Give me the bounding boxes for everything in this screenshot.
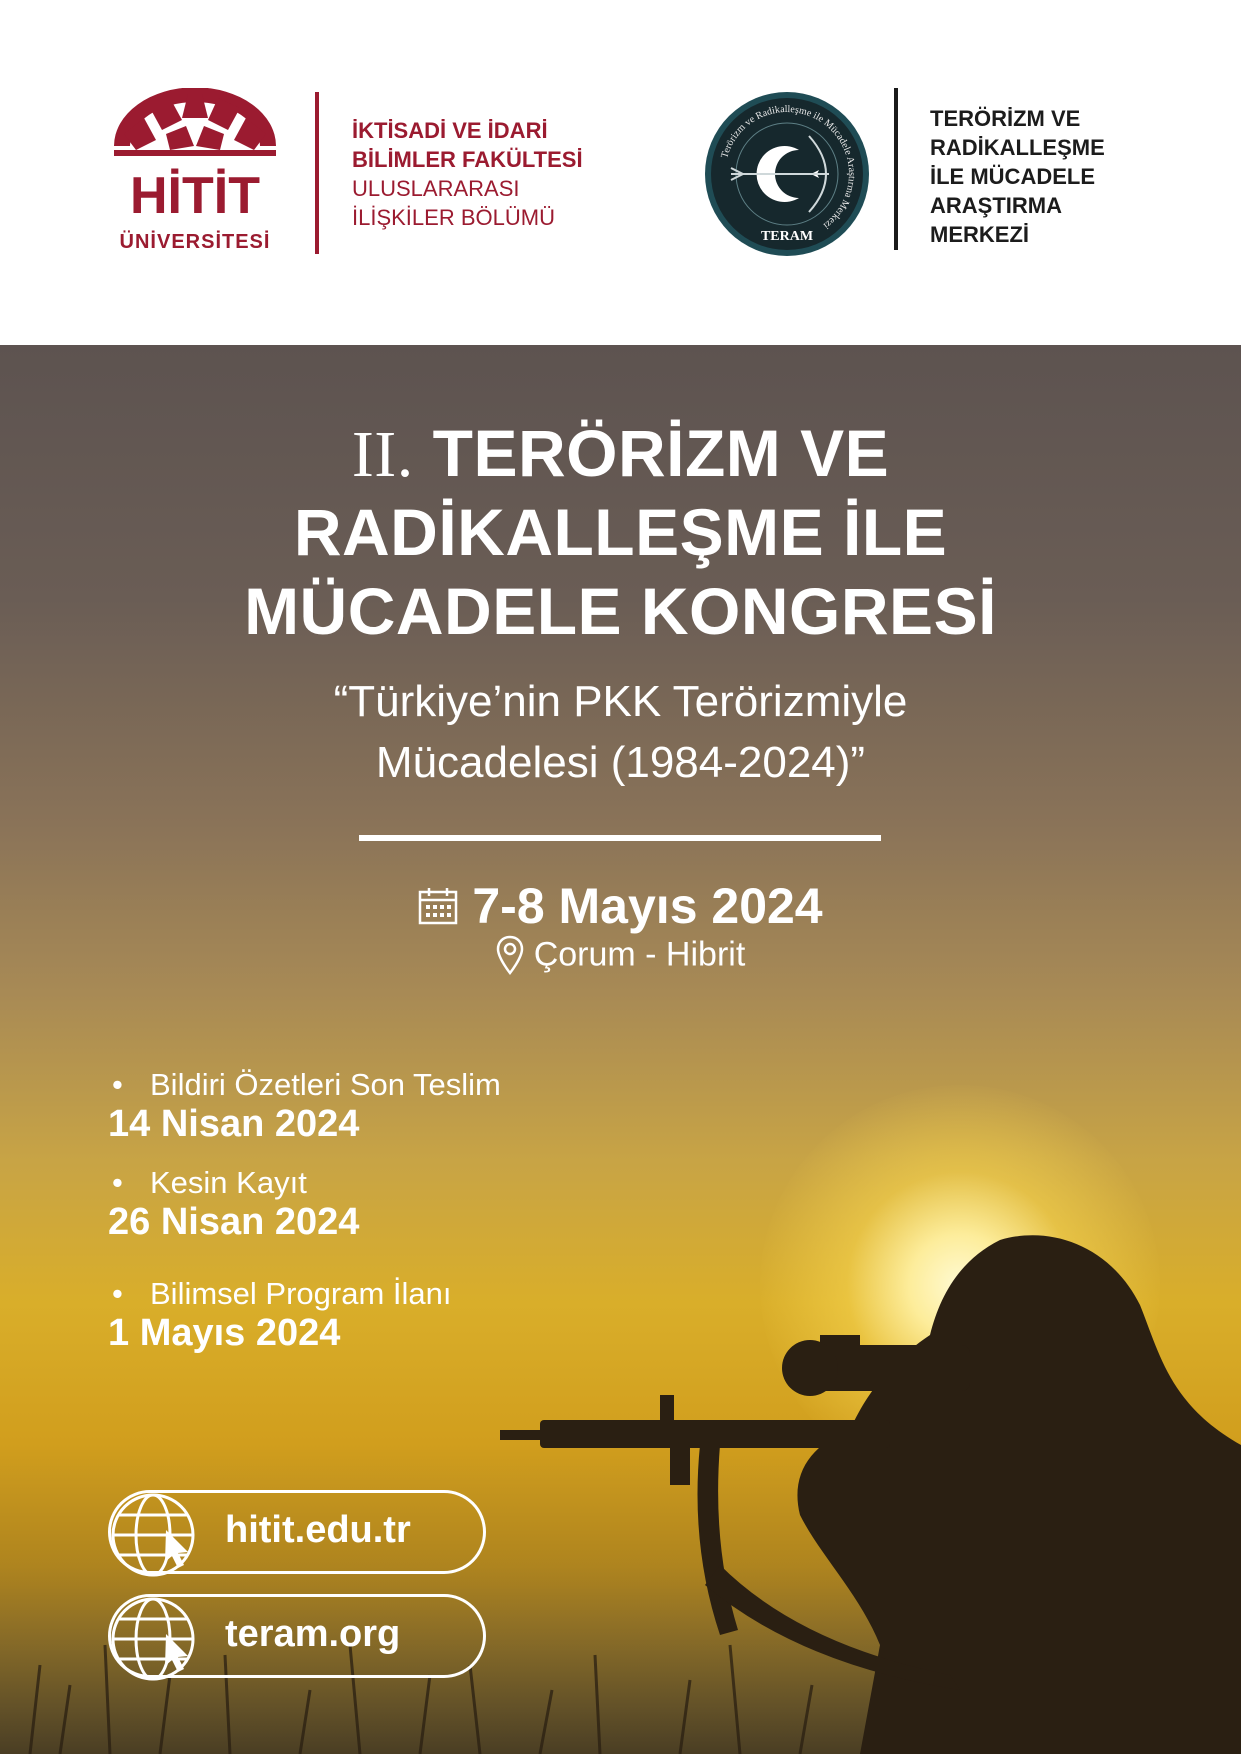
event-date: 7-8 Mayıs 2024 [472, 878, 823, 934]
svg-text:HİTİT: HİTİT [130, 167, 260, 225]
globe-cursor-icon [108, 1490, 198, 1580]
website-url[interactable]: hitit.edu.tr [225, 1509, 411, 1551]
deadline-item [108, 1165, 359, 1243]
deadline-label: Kesin Kayıt [150, 1165, 307, 1200]
bullet: • [112, 1067, 123, 1102]
website-link-hitit[interactable] [108, 1490, 486, 1574]
deadline-item [108, 1067, 501, 1145]
subtitle-line-1: “Türkiye’nin PKK Terörizmiyle [333, 677, 908, 726]
deadline-date: 26 Nisan 2024 [108, 1201, 360, 1243]
hitit-university-logo [110, 88, 280, 258]
deadline-item [108, 1276, 451, 1354]
title-line-1 [0, 413, 1241, 495]
svg-text:TERAM: TERAM [760, 229, 814, 244]
hitit-divider [315, 92, 319, 254]
divider-rule [359, 835, 881, 841]
subtitle-line-2: Mücadelesi (1984-2024)” [375, 738, 866, 787]
faculty-line-2: BİLİMLER FAKÜLTESİ [352, 147, 583, 172]
svg-text:ÜNİVERSİTESİ: ÜNİVERSİTESİ [119, 231, 271, 253]
teram-name-line-5: MERKEZİ [930, 222, 1029, 247]
deadline-date: 1 Mayıs 2024 [108, 1312, 341, 1354]
website-url[interactable]: teram.org [225, 1613, 401, 1655]
teram-name-line-2: RADİKALLEŞME [930, 135, 1105, 160]
teram-name-line-3: İLE MÜCADELE [930, 164, 1095, 189]
calendar-icon [418, 887, 458, 925]
faculty-department-name [352, 116, 583, 232]
department-line-2: İLİŞKİLER BÖLÜMÜ [352, 205, 555, 230]
event-location-row [0, 935, 1241, 975]
teram-divider [894, 88, 898, 250]
svg-text:Terörizm ve Radikalleşme ile M: Terörizm ve Radikalleşme ile Mücadele Araştırma Merkezi [719, 103, 858, 232]
bullet: • [112, 1165, 123, 1200]
website-link-teram[interactable] [108, 1594, 486, 1678]
title-line-3: MÜCADELE KONGRESİ [244, 574, 997, 648]
teram-name-line-4: ARAŞTIRMA [930, 193, 1062, 218]
teram-name-line-1: TERÖRİZM VE [930, 106, 1081, 131]
deadline-date: 14 Nisan 2024 [108, 1103, 360, 1145]
map-pin-icon [496, 935, 524, 975]
event-location: Çorum - Hibrit [533, 935, 746, 974]
teram-seal-logo [703, 90, 871, 258]
faculty-line-1: İKTİSADİ VE İDARİ [352, 118, 548, 143]
title-roman-numeral: II. [351, 418, 414, 491]
poster-background [0, 345, 1241, 1754]
header [0, 0, 1241, 345]
department-line-1: ULUSLARARASI [352, 176, 520, 201]
deadline-label: Bildiri Özetleri Son Teslim [150, 1067, 501, 1102]
title-text-1: TERÖRİZM VE [432, 416, 890, 490]
teram-name [930, 104, 1105, 249]
title-line-2: RADİKALLEŞME İLE [293, 495, 948, 569]
event-date-row [0, 877, 1241, 935]
bullet: • [112, 1276, 123, 1311]
deadline-label: Bilimsel Program İlanı [150, 1276, 452, 1311]
globe-cursor-icon [108, 1594, 198, 1684]
